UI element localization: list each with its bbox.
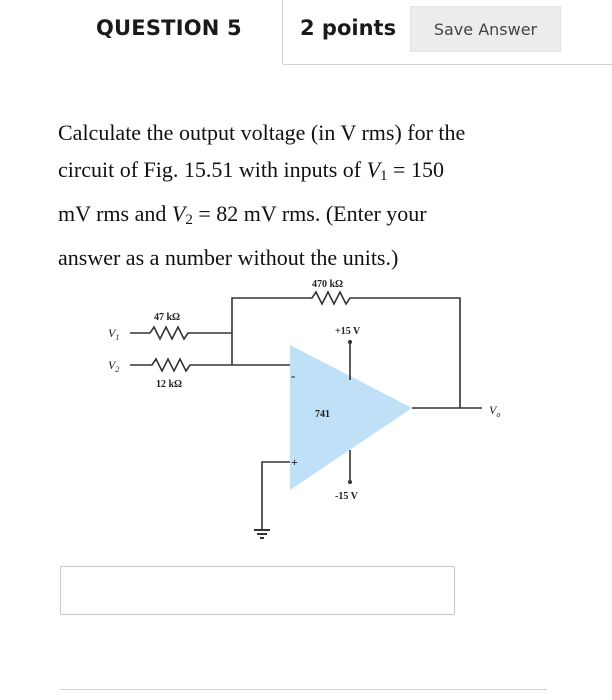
question-line-2: circuit of Fig. 15.51 with inputs of $V_1 = 150$ <box>58 157 444 184</box>
question-line-4: answer as a number without the units.) <box>58 245 399 270</box>
points-label: 2 points <box>300 16 397 40</box>
r1-label: 47 kΩ <box>154 312 181 323</box>
vpos-label: +15 V <box>335 326 361 337</box>
vneg-terminal <box>348 480 352 484</box>
circuit-diagram <box>96 268 526 548</box>
ground-wire <box>262 462 290 530</box>
noninverting-input-sign: + <box>291 455 298 469</box>
v1-subscript: 1 <box>380 168 388 184</box>
r1-resistor <box>130 327 232 339</box>
bottom-divider <box>60 689 547 690</box>
question-line-1: Calculate the output voltage (in V rms) for the <box>58 120 466 145</box>
opamp-triangle <box>290 345 412 490</box>
answer-input[interactable] <box>60 566 455 615</box>
save-answer-button[interactable]: Save Answer <box>410 6 561 52</box>
question-header <box>0 0 282 64</box>
r2-resistor <box>130 359 290 371</box>
v2-circuit-label: $V_2$ <box>108 358 120 374</box>
ground-symbol <box>254 530 270 538</box>
vpos-terminal <box>348 340 352 344</box>
v1-symbol: V <box>366 157 381 182</box>
v1-circuit-label: $V_1$ <box>108 326 120 342</box>
inverting-input-sign: - <box>291 368 296 383</box>
vo-circuit-label: $V_o$ <box>489 403 501 419</box>
question-number: QUESTION 5 <box>96 16 242 40</box>
vneg-label: -15 V <box>335 491 358 502</box>
opamp-label: 741 <box>315 409 330 420</box>
v2-symbol: V <box>171 201 186 226</box>
question-line-3: mV rms and $V_2 = 82$ mV rms. (Enter your <box>58 201 427 228</box>
r-feedback-label: 470 kΩ <box>312 279 344 290</box>
question-text <box>58 114 558 276</box>
r2-label: 12 kΩ <box>156 379 183 390</box>
v2-subscript: 2 <box>185 212 193 228</box>
